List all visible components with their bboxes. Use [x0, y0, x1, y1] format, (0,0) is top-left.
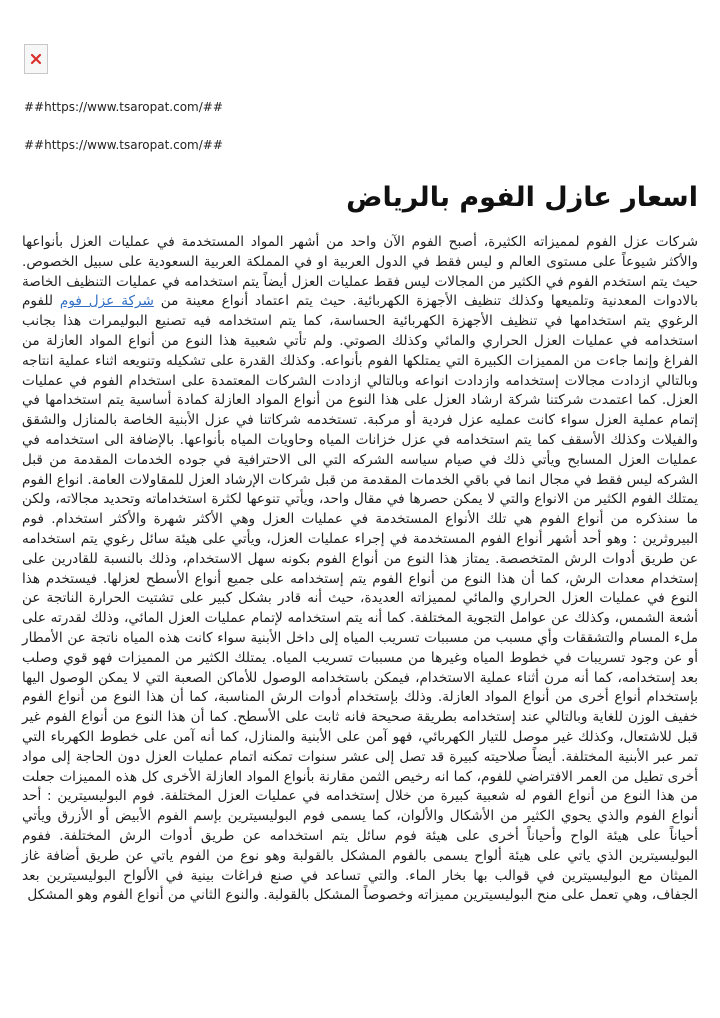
broken-image-icon — [24, 44, 48, 74]
url-line: ##https://www.tsaropat.com/## — [24, 100, 223, 114]
broken-image-x-icon — [30, 53, 42, 65]
page-title: اسعار عازل الفوم بالرياض — [346, 182, 698, 213]
company-link[interactable]: شركة عزل فوم — [59, 293, 154, 310]
article-body — [22, 233, 698, 906]
article-intro: شركات عزل الفوم لمميزاته الكثيرة، أصبح الفوم الآن واحد من أشهر المواد المستخدمة في عمليات العزل بأنواعها والأكثر شيوعاً على مستوى العالم و ليس فقط في الدول العربية او في المملكة العربية السعودية على سبيل الخصوص. حيث يتم استخدم الفوم في الكثير من المجالات ليس فقط عمليات العزل أيضاً يتم استخدامه في عمليات التنظيف الخاصة بالادوات المعدنية وتلميعها وكذلك تنظيف الأجهزة الكهربائية. حيث يتم اعتماد أنواع معينة من — [22, 234, 699, 310]
article-rest: للفوم الرغوي يتم استخدامها في تنظيف الأجهزة الكهربائية الحساسة، كما يتم استخدامه فيه تصنيع البوليمرات هذا بجانب استخدامه في عمليات العزل الحراري والمائي وكذلك الصوتي. ولم تأتي شعبية هذا النوع من أنواع المواد العازلة من الفراغ وإنما جاءت من المميزات الكبيرة التي يمتلكها الفوم بأنواعه. وكذلك القدرة على تشكيله وتنويعه اثناء عملية انتاجه وبالتالي ازدادت مجالات إستخدامه وازدادت انواعه وبالتالي ازدادت الشركات المعتمدة على استخدام الفوم في عمليات العزل. كما اعتمدت شركتنا شركة ارشاد العزل على هذا النوع من أنواع المواد العازلة كمادة أساسية يتم استخدامها في إتمام عملية العزل سواء كانت عمليه عزل فردية أو مركبة. تستخدمه شركاتنا في عزل الأبنية الخاصة بالمنازل والشقق والفيلات وكذلك الأسقف كما يتم استخدامه في عزل خزانات المياه وحاويات المياه بأنواعها. بالإضافة الى استخدامه في عمليات العزل المسابح ويأتي ذلك في صيام سياسه الشركه التي الى الاحترافية في جوده الخدمات المقدمة من قبل الشركه ليس فقط في مجال انما في باقي الخدمات المقدمة من قبل شركات الإرشاد العزل للمقاولات العامة. انواع الفوم يمتلك الفوم الكثير من الانواع والتي لا يمكن حصرها في مقال واحد، ويأتي تنوعها لكثرة استخداماته وتحديد مجالاته، ولكن ما سنذكره من أنواع الفوم هي تلك الأنواع المستخدمة في عمليات العزل وهي الأكثر شهرة والأكثر استخدام. فوم البيروثرين : وهو أحد أشهر أنواع الفوم المستخدمة في إجراء عمليات العزل، ويأتي على هيئة سائل رغوي يتم استخدامه عن طريق أدوات الرش المتخصصة. يمتاز هذا النوع من أنواع الفوم بكونه سهل الاستخدام، وذلك بالنسبة للقادرين على إستخدام معدات الرش، كما أن هذا النوع من أنواع الفوم يتم إستخدامه على جميع أنواع الأسطح لعزلها. فيستخدم هذا النوع في عمليات العزل الحراري والمائي لمميزاته العديدة، حيث أنه قادر بشكل كبير على تشتيت الحرارة الناتجة عن أشعة الشمس، وكذلك عن عوامل التجوية المختلفة. كما أنه يتم استخدامه لإتمام عمليات العزل المائي، وذلك لقدرته على ملء المسام والتشققات وأي مسبب من مسببات تسريب المياه إلى داخل الأبنية سواء كانت هذه المياه ناتجة عن الأمطار أو عن وجود تسريبات في خطوط المياه وغيرها من مسببات تسريب المياه. يمتلك الكثير من المميزات فهو قوي وصلب بعد إستخدامه، كما أنه مرن أثناء عملية الاستخدام، فيمكن باستخدامه الوصول للأماكن الصعبة التي لا يمكن الوصول اليها بإستخدام أنواع أخرى من أنواع المواد العازلة. وذلك بإستخدام أدوات الرش المناسبة، كما أن هذا النوع من أنواع الفوم خفيف الوزن للغاية وبالتالي عند إستخدامه بطريقة صحيحة فانه ثابت على الأسطح. كما أن هذا النوع من أنواع الفوم غير قبل للاشتعال، وكذلك غير موصل للتيار الكهربائي، فهو آمن على الأبنية والمنازل، كما أنه آمن على خطوط الكهرباء التي تمر عبر الأبنية المختلفة. أيضاً صلاحيته كبيرة قد تصل إلى عشر سنوات تمكنه اتمام عمليات العزل دون الحاجة إلى مواد أخرى تطيل من العمر الافتراضي للفوم، كما انه رخيص الثمن مقارنة بأنواع المواد العازلة الأخرى كل هذه المميزات جعلت من هذا النوع من أنواع الفوم له شعبية كبيرة من خلال إستخدامه في عمليات العزل المختلفة. فوم البوليسيترين : أحد أنواع الفوم والذي يحوي الكثير من الأشكال والألوان، كما يسمى فوم البوليسيترين بإسم الفوم الأبيض أو الأزرق ويأتي أحياناً على هيئة الواح وأحياناً أخرى على هيئة فوم سائل يتم استخدامه عن طريق أدوات الرش المختلفة. ففوم البوليسيترين الذي ياتي على هيئة ألواح يسمى بالفوم المشكل بالقولبة وهو نوع من الفوم ياتي عن طريق أضافة غاز الميثان مع البوليسيترين في قوالب بها بخار الماء. والتي تساعد في صنع فراغات بينية في الألواح البوليسيترين بعد الجفاف، وهي تعمل على منح البوليسيترين مميزاته وخصوصاً المشكل بالقولبة. والنوع الثاني من أنواع الفوم وهو المشكل — [22, 293, 698, 904]
url-line: ##https://www.tsaropat.com/## — [24, 138, 223, 152]
